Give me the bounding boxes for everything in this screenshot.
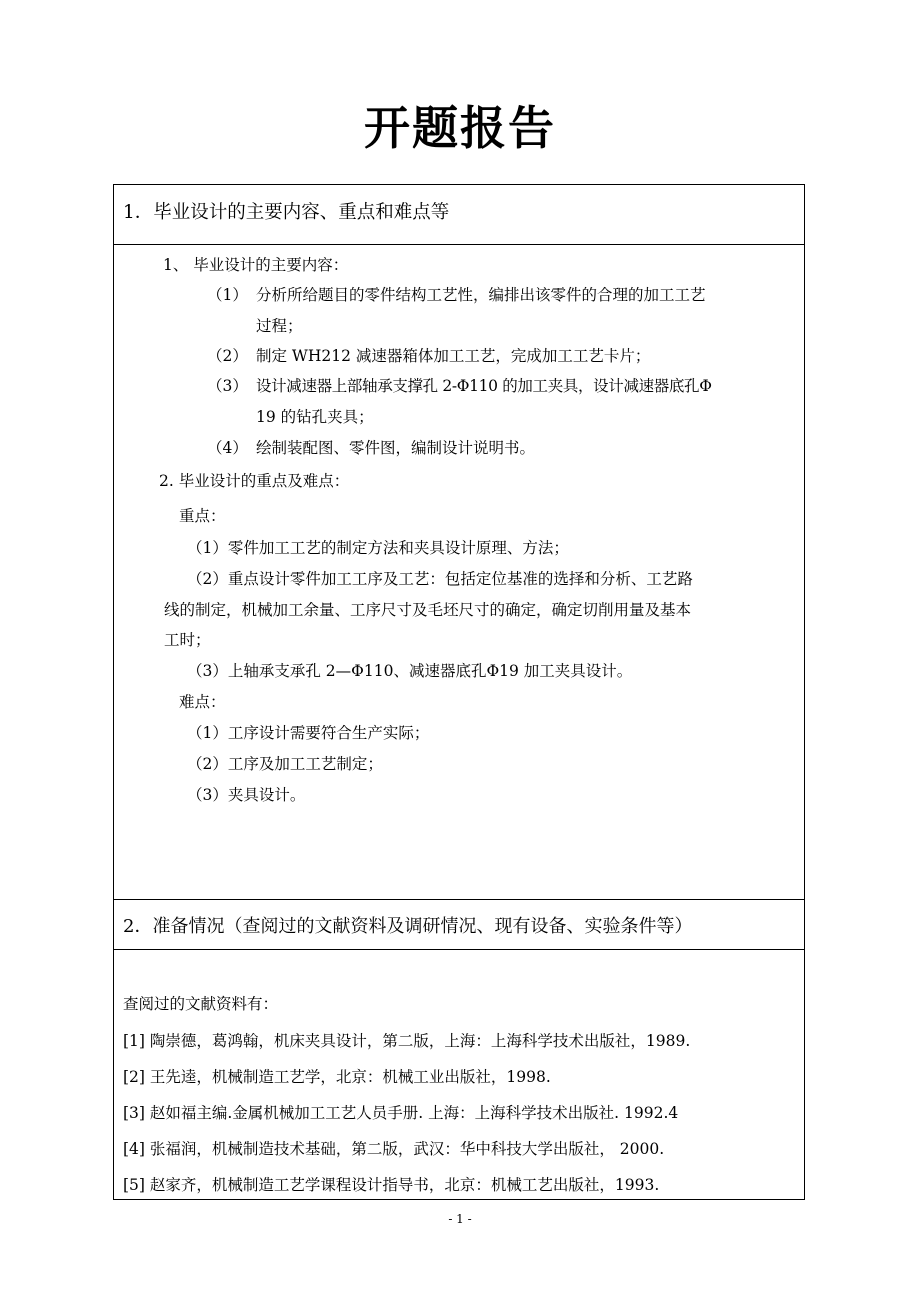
section1-heading: 1．毕业设计的主要内容、重点和难点等 [123,202,450,223]
divider [114,244,804,245]
item-number: （1） [207,286,248,304]
focus-item-cont: 线的制定，机械加工余量、工序尺寸及毛坯尺寸的确定，确定切削用量及基本 [164,601,692,619]
focus-label: 重点： [179,507,226,525]
item-number: （2） [207,347,248,365]
item-text: 绘制装配图、零件图，编制设计说明书。 [256,439,536,457]
difficulty-item: （3）夹具设计。 [187,786,306,804]
report-table [113,184,805,1200]
item-text: 制定 WH212 减速器箱体加工工艺，完成加工工艺卡片； [256,347,651,365]
divider [114,949,804,950]
page-title: 开题报告 [364,101,556,155]
focus-item: （1）零件加工工艺的制定方法和夹具设计原理、方法； [187,539,569,557]
page-number: - 1 - [448,1212,472,1226]
item-number: （3） [207,377,248,395]
item-text-cont: 过程； [256,317,303,335]
item-text: 设计减速器上部轴承支撑孔 2-Φ110 的加工夹具，设计减速器底孔Φ [256,377,712,395]
item-text: 分析所给题目的零件结构工艺性，编排出该零件的合理的加工工艺 [256,286,706,304]
reference-item: [5] 赵家齐，机械制造工艺学课程设计指导书，北京：机械工艺出版社，1993. [123,1176,660,1194]
difficulty-item: （1）工序设计需要符合生产实际； [187,724,430,742]
reference-item: [4] 张福润，机械制造技术基础，第二版，武汉：华中科技大学出版社， 2000. [123,1140,665,1158]
key-difficulty-heading: 2. 毕业设计的重点及难点： [159,472,350,490]
reference-item: [3] 赵如福主编.金属机械加工工艺人员手册. 上海：上海科学技术出版社. 1992.4 [123,1104,679,1122]
difficulty-item: （2）工序及加工工艺制定； [187,755,383,773]
references-intro: 查阅过的文献资料有： [123,995,279,1013]
focus-item: （3）上轴承支承孔 2—Φ110、减速器底孔Φ19 加工夹具设计。 [187,662,633,680]
focus-item-cont: 工时； [164,631,211,649]
difficulty-label: 难点： [179,693,226,711]
divider [114,899,804,900]
item-number: （4） [207,439,248,457]
reference-item: [2] 王先逵，机械制造工艺学，北京：机械工业出版社，1998. [123,1068,551,1086]
reference-item: [1] 陶崇德，葛鸿翰，机床夹具设计，第二版，上海：上海科学技术出版社，1989. [123,1032,691,1050]
focus-item: （2）重点设计零件加工工序及工艺：包括定位基准的选择和分析、工艺路 [187,570,693,588]
section2-heading: 2．准备情况（查阅过的文献资料及调研情况、现有设备、实验条件等） [123,916,693,937]
item-text-cont: 19 的钻孔夹具； [256,408,374,426]
main-content-heading: 1、 毕业设计的主要内容： [163,256,349,274]
